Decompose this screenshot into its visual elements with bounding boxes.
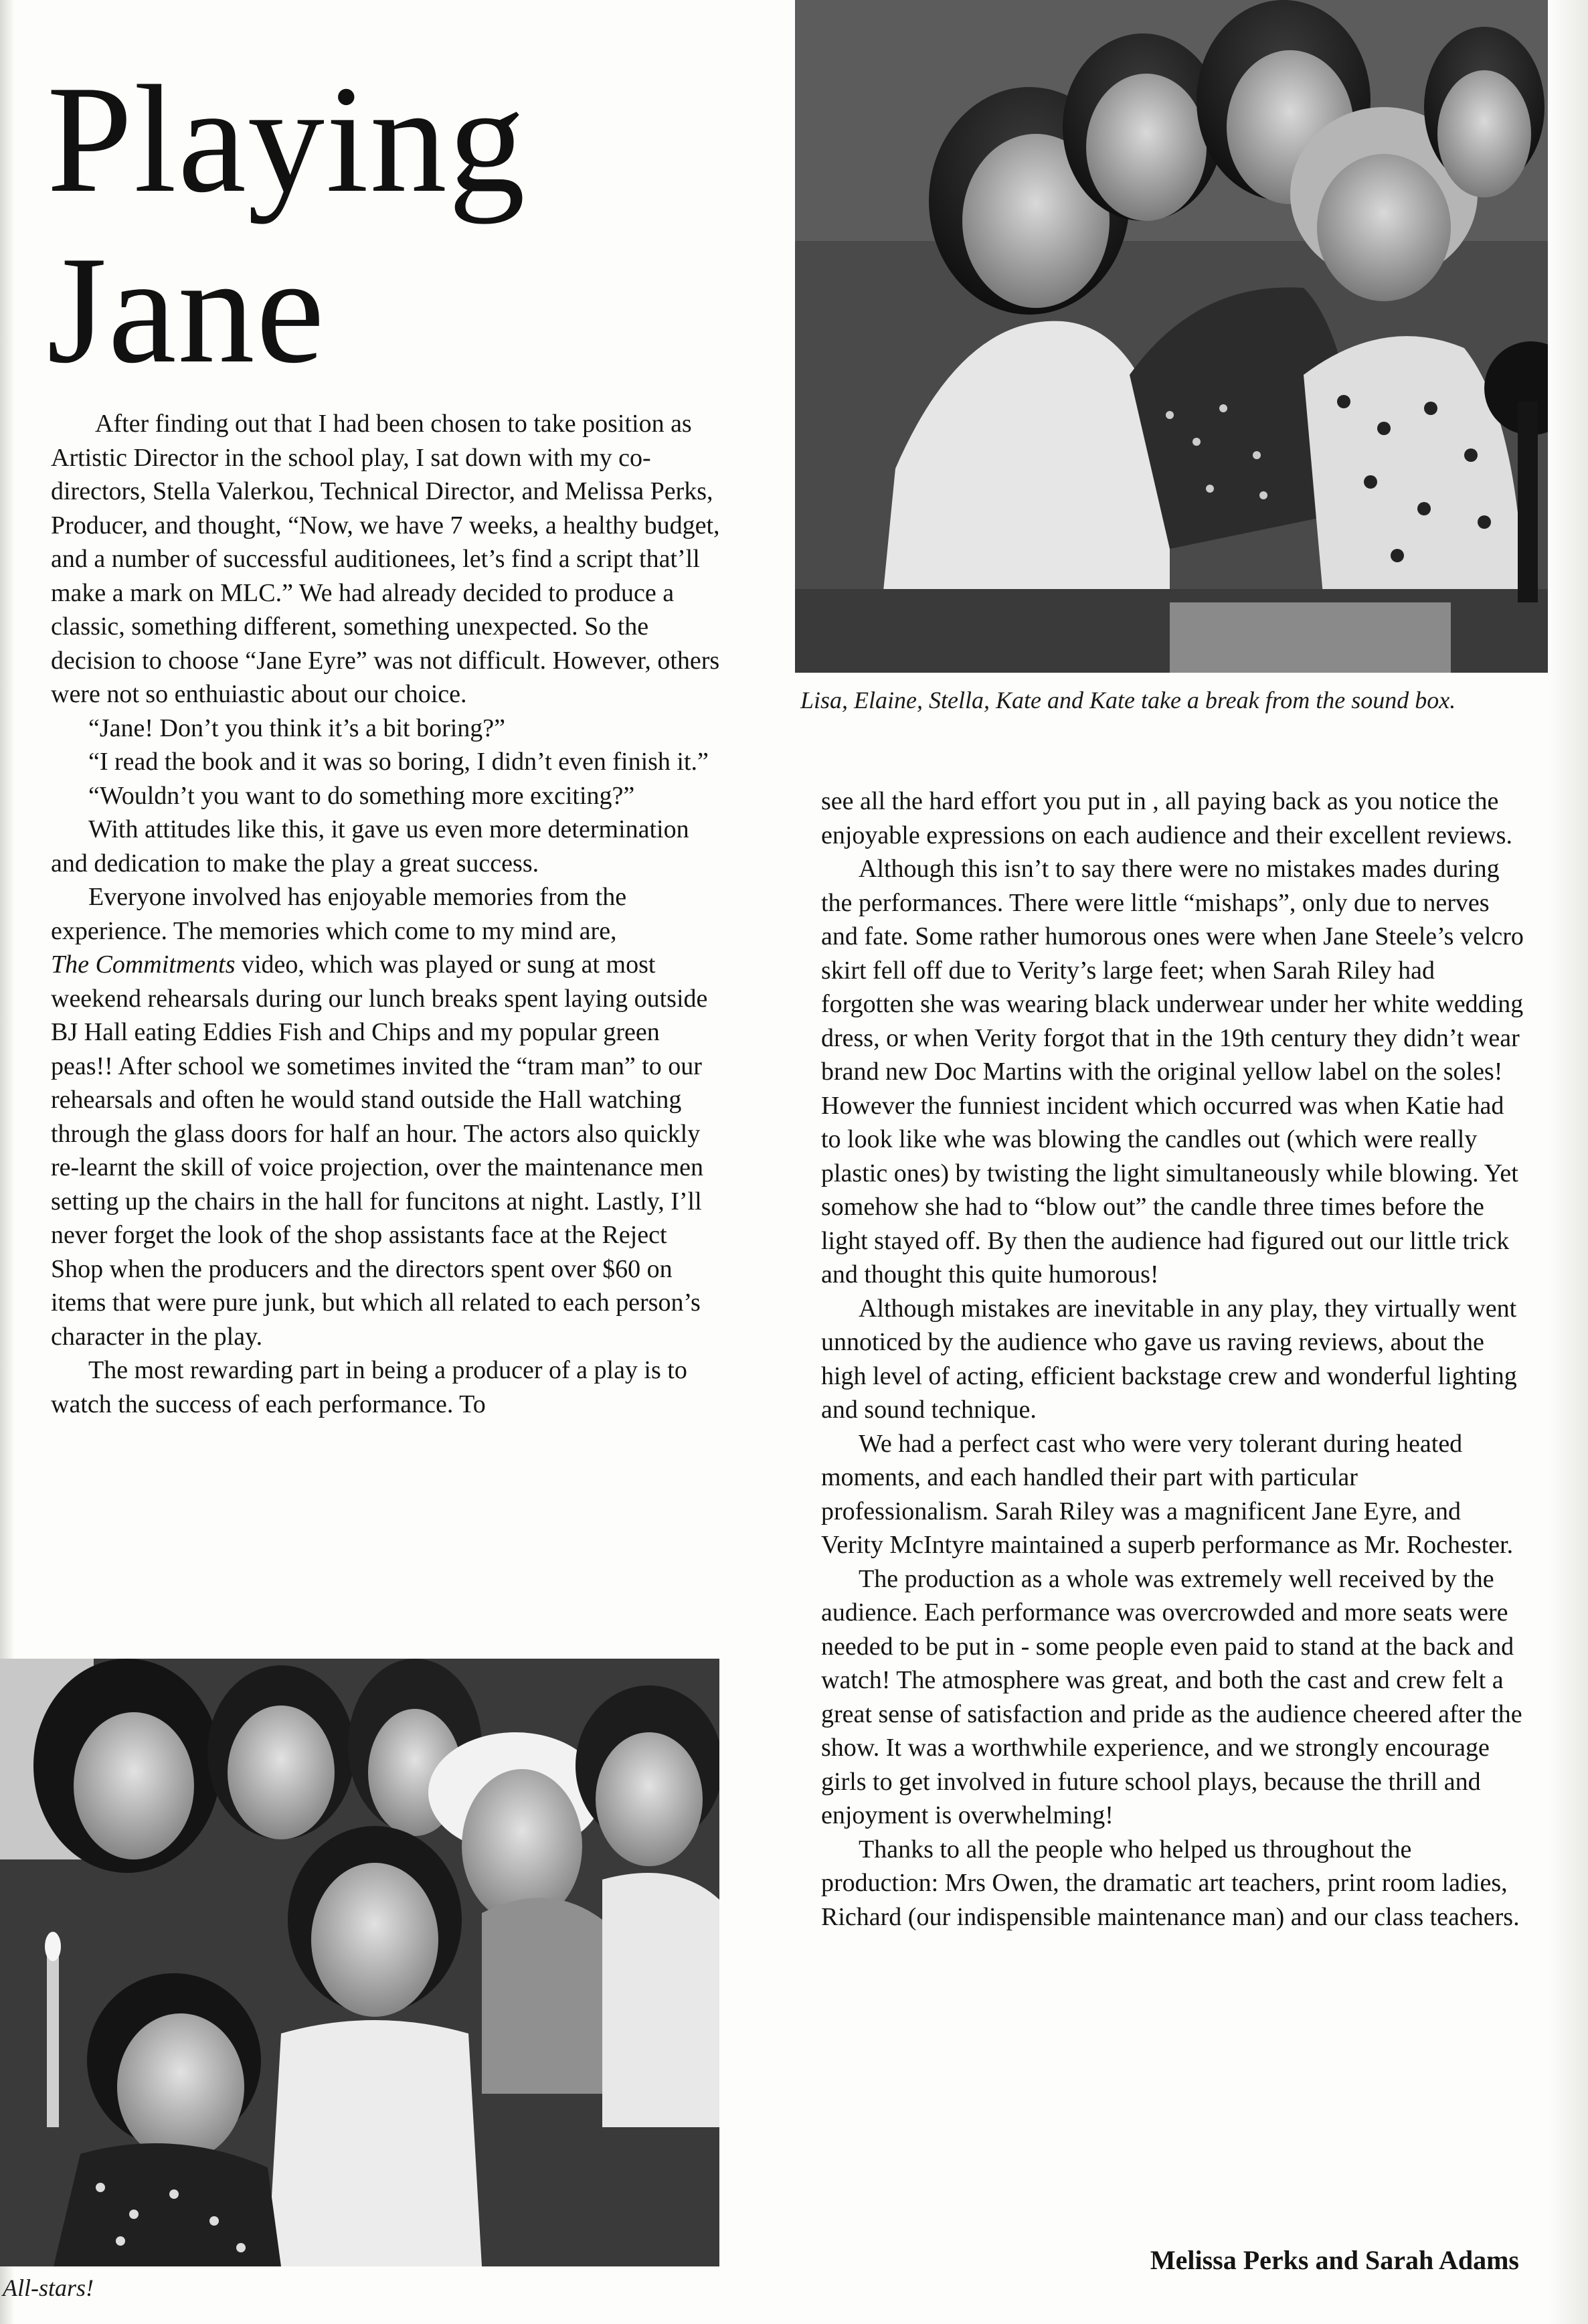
paragraph-continued (51, 948, 720, 1353)
author-byline: Melissa Perks and Sarah Adams (1150, 2245, 1519, 2275)
title-line-2: Jane (47, 224, 326, 395)
paragraph: “I read the book and it was so boring, I didn’t even finish it.” (88, 748, 709, 776)
paragraph-continued: see all the hard effort you put in , all paying back as you notice the enjoyable expressions on each audience and their excellent reviews. (821, 787, 1512, 849)
paragraph: Although this isn’t to say there were no mistakes mades during the performances. There were little “mishaps”, only due to nerves and fate. Some rather humorous ones were when Jane Steele’s velcro skirt fell off due to Verity’s large feet; when Sarah Riley had forgotten she was wearing black underwear under her white wedding dress, or when Verity forgot that in the 19th century they didn’t wear brand new Doc Martins with the original yellow label on the soles! However the funniest incident which occurred was when Katie had to look like whe was blowing the candles out (which were really plastic ones) by twisting the light simultaneously while blowing. Yet somehow she had to “blow out” the candle three times before the light stayed off. By then the audience had figured out our little trick and thought this quite humorous! (821, 855, 1524, 1289)
article-body-right (821, 784, 1524, 1934)
paragraph: Everyone involved has enjoyable memories from the experience. The memories which come to my mind are, (51, 883, 627, 945)
group-photo-all-stars (0, 1659, 719, 2266)
photo-caption-top: Lisa, Elaine, Stella, Kate and Kate take a break from the sound box. (800, 687, 1456, 714)
photo-caption-bottom: All-stars! (3, 2274, 94, 2301)
paragraph: With attitudes like this, it gave us even more determination and dedication to make the play a great success. (51, 815, 689, 878)
paragraph: After finding out that I had been chosen to take position as Artistic Director in the school play, I sat down with my co-directors, Stella Valerkou, Technical Director, and Melissa Perks, Producer, and thought, “Now, we have 7 weeks, a healthy budget, and a number of successful auditionees, let’s find a script that’ll make a mark on MLC.” We had already decided to produce a classic, something different, something unexpected. So the decision to choose “Jane Eyre” was not difficult. However, others were not so enthuiastic about our choice. (51, 410, 720, 708)
paragraph: The production as a whole was extremely well received by the audience. Each performance was overcrowded and more seats were needed to be put in - some people even paid to stand at the back and watch! The atmosphere was great, and both the cast and crew felt a great sense of satisfaction and pride as the audience cheered after the show. It was a worthwhile experience, and we strongly encourage girls to get involved in future school plays, because the thrill and enjoyment is overwhelming! (821, 1564, 1522, 1829)
page-edge-shade (1548, 0, 1588, 2324)
paragraph: “Wouldn’t you want to do something more exciting?” (88, 781, 635, 810)
paragraph: “Jane! Don’t you think it’s a bit boring?” (88, 714, 506, 742)
article-body-left (51, 407, 720, 1421)
paragraph-text: video, which was played or sung at most weekend rehearsals during our lunch breaks spent laying outside BJ Hall eating Eddies Fish and Chips and my popular green peas!! After school we sometimes invited the “tram man” to our rehearsals and often he would stand outside the Hall watching through the glass doors for half an hour. The actors also quickly re-learnt the skill of voice projection, over the maintenance men setting up the chairs in the hall for funcitons at night. Lastly, I’ll never forget the look of the shop assistants face at the Reject Shop when the producers and the directors spent over $60 on items that were pure junk, but which all related to each person’s character in the play. (51, 950, 708, 1351)
paragraph: Thanks to all the people who helped us throughout the production: Mrs Owen, the dramatic art teachers, print room ladies, Richard (our indispensible maintenance man) and our class teachers. (821, 1835, 1520, 1931)
group-photo-sound-box (795, 0, 1548, 673)
paragraph: The most rewarding part in being a producer of a play is to watch the success of each performance. To (51, 1356, 687, 1418)
paragraph: We had a perfect cast who were very tolerant during heated moments, and each handled their part with particular professionalism. Sarah Riley was a magnificent Jane Eyre, and Verity McIntyre maintained a superb performance as Mr. Rochester. (821, 1429, 1514, 1559)
italic-film-title: The Commitments (51, 950, 236, 979)
title-line-1: Playing (47, 54, 527, 224)
article-title (47, 54, 749, 395)
paragraph: Although mistakes are inevitable in any play, they virtually went unnoticed by the audience who gave us raving reviews, about the high level of acting, efficient backstage crew and wonderful lighting and sound technique. (821, 1294, 1517, 1424)
